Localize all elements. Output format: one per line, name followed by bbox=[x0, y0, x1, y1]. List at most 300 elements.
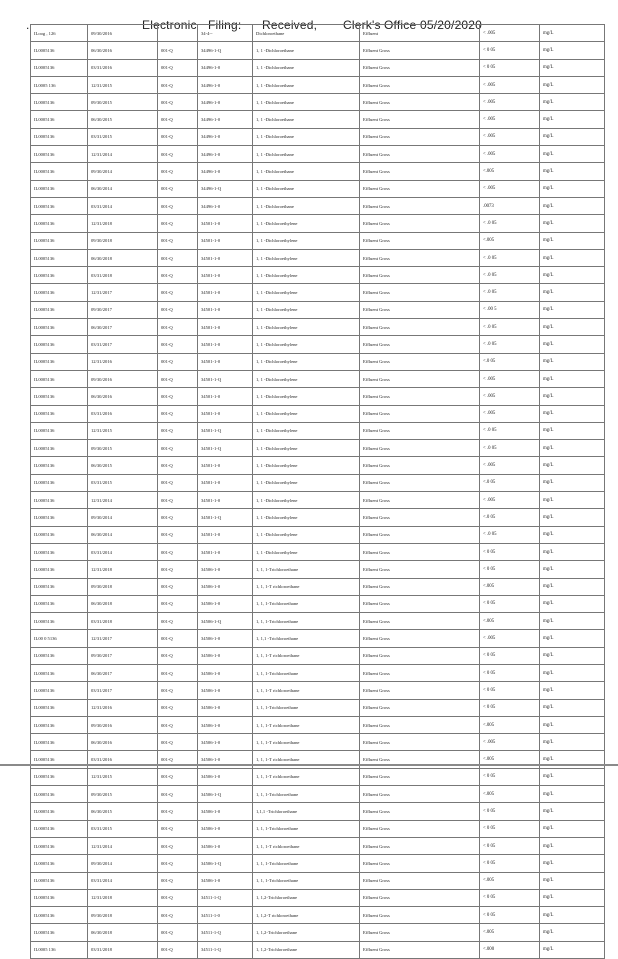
value-cell: < .005 bbox=[480, 94, 540, 111]
unit-cell: mg/L bbox=[540, 734, 605, 751]
period-end-cell: 12/31/2014 bbox=[88, 146, 158, 163]
table-row bbox=[31, 820, 605, 837]
unit-cell: mg/L bbox=[540, 907, 605, 924]
period-end-cell: 06/30/2016 bbox=[88, 388, 158, 405]
parameter-name-cell: 1, 1, 1-T richloroethane bbox=[253, 751, 360, 768]
period-end-cell: 03/31/2016 bbox=[88, 405, 158, 422]
period-end-cell: 06/30/2014 bbox=[88, 180, 158, 197]
parameter-name-cell: 1, 1 -Dichloroethylene bbox=[253, 509, 360, 526]
parameter-code-cell: 34501-1-0 bbox=[198, 284, 253, 301]
period-end-cell: 06/30/2015 bbox=[88, 457, 158, 474]
value-cell: < .0 05 bbox=[480, 249, 540, 266]
parameter-code-cell: 34506-1-0 bbox=[198, 682, 253, 699]
unit-cell: mg/L bbox=[540, 595, 605, 612]
unit-cell: mg/L bbox=[540, 699, 605, 716]
value-cell: < .0 05 bbox=[480, 336, 540, 353]
value-cell: < 0 05 bbox=[480, 543, 540, 560]
period-end-cell: 09/30/2018 bbox=[88, 907, 158, 924]
parameter-code-cell: 34496-1-0 bbox=[198, 59, 253, 76]
parameter-code-cell: 34506-1-Q bbox=[198, 786, 253, 803]
location-cell: Effluent Gross bbox=[360, 163, 480, 180]
table-row bbox=[31, 336, 605, 353]
permit-id-cell: IL0005136 bbox=[31, 855, 88, 872]
parameter-name-cell: 1, 1 -Dichloroethylene bbox=[253, 249, 360, 266]
value-cell: < 0 05 bbox=[480, 699, 540, 716]
parameter-code-cell: 34511-1-Q bbox=[198, 889, 253, 906]
outfall-cell: 001-Q bbox=[158, 682, 198, 699]
outfall-cell: 001-Q bbox=[158, 249, 198, 266]
value-cell: < .0 05 bbox=[480, 215, 540, 232]
parameter-name-cell: 1, 1, 1-T richloroethane bbox=[253, 768, 360, 785]
parameter-code-cell: 34506-1-0 bbox=[198, 664, 253, 681]
period-end-cell: 06/30/2017 bbox=[88, 664, 158, 681]
location-cell: Effluent Gross bbox=[360, 42, 480, 59]
parameter-name-cell: 1, 1, 1-Trichloroethane bbox=[253, 786, 360, 803]
parameter-name-cell: 1, 1 -Dichloroethylene bbox=[253, 526, 360, 543]
header-dot: . bbox=[26, 18, 30, 32]
parameter-code-cell: 34506-1-0 bbox=[198, 595, 253, 612]
location-cell: Effluent Gross bbox=[360, 422, 480, 439]
period-end-cell: 03/31/2015 bbox=[88, 474, 158, 491]
value-cell: < .005 bbox=[480, 25, 540, 42]
table-row bbox=[31, 578, 605, 595]
period-end-cell: 03/31/2018 bbox=[88, 941, 158, 958]
parameter-code-cell: 34496-1-0 bbox=[198, 128, 253, 145]
outfall-cell: 001-Q bbox=[158, 197, 198, 214]
parameter-code-cell: 34501-1-0 bbox=[198, 353, 253, 370]
parameter-code-cell: 34501-1-0 bbox=[198, 474, 253, 491]
location-cell: Effluent Gross bbox=[360, 768, 480, 785]
parameter-code-cell: 34501-1-0 bbox=[198, 319, 253, 336]
location-cell: Effluent Gross bbox=[360, 319, 480, 336]
outfall-cell: 001-Q bbox=[158, 543, 198, 560]
outfall-cell: 001-Q bbox=[158, 630, 198, 647]
location-cell: Effluent Gross bbox=[360, 647, 480, 664]
period-end-cell: 09/30/2018 bbox=[88, 578, 158, 595]
outfall-cell: 001-Q bbox=[158, 613, 198, 630]
permit-id-cell: IL0005136 bbox=[31, 440, 88, 457]
location-cell: Effluent Gross bbox=[360, 820, 480, 837]
parameter-name-cell: 1, 1 -Dichloroethylene bbox=[253, 215, 360, 232]
period-end-cell: 06/30/2018 bbox=[88, 595, 158, 612]
parameter-name-cell: 1, 1, 1-T richloroethane bbox=[253, 578, 360, 595]
value-cell: < .0 05 bbox=[480, 319, 540, 336]
location-cell: Effluent Gross bbox=[360, 872, 480, 889]
permit-id-cell: IL0005136 bbox=[31, 232, 88, 249]
value-cell: < 0 05 bbox=[480, 647, 540, 664]
outfall-cell: 001-Q bbox=[158, 664, 198, 681]
period-end-cell: 09/30/2018 bbox=[88, 232, 158, 249]
permit-id-cell: IL0005136 bbox=[31, 457, 88, 474]
unit-cell: mg/L bbox=[540, 509, 605, 526]
table-row bbox=[31, 163, 605, 180]
parameter-code-cell: 34506-1-0 bbox=[198, 820, 253, 837]
value-cell: < 0 05 bbox=[480, 907, 540, 924]
unit-cell: mg/L bbox=[540, 492, 605, 509]
permit-id-cell: IL0005136 bbox=[31, 492, 88, 509]
unit-cell: mg/L bbox=[540, 526, 605, 543]
outfall-cell: 001-Q bbox=[158, 353, 198, 370]
parameter-name-cell: 1, 1,1 -Trichloroethane bbox=[253, 630, 360, 647]
permit-id-cell: IL0005136 bbox=[31, 543, 88, 560]
value-cell: < .005 bbox=[480, 405, 540, 422]
parameter-name-cell: 1, 1 -Dichloroethylene bbox=[253, 474, 360, 491]
unit-cell: mg/L bbox=[540, 215, 605, 232]
value-cell: < 0 05 bbox=[480, 682, 540, 699]
permit-id-cell: IL0005136 bbox=[31, 405, 88, 422]
location-cell: Effluent Gross bbox=[360, 457, 480, 474]
permit-id-cell: IL0005136 bbox=[31, 388, 88, 405]
location-cell: Effluent Gross bbox=[360, 128, 480, 145]
header-date: 05/20/2020 bbox=[420, 18, 483, 32]
parameter-code-cell: 34496-1-0 bbox=[198, 76, 253, 93]
parameter-name-cell: 1, 1 -Dichloroethylene bbox=[253, 284, 360, 301]
outfall-cell: 001-Q bbox=[158, 232, 198, 249]
parameter-code-cell: 34496-1-0 bbox=[198, 163, 253, 180]
parameter-code-cell: 34506-1-0 bbox=[198, 803, 253, 820]
outfall-cell: 001-Q bbox=[158, 474, 198, 491]
value-cell: < 0 05 bbox=[480, 855, 540, 872]
parameter-code-cell: 34511-1-Q bbox=[198, 924, 253, 941]
unit-cell: mg/L bbox=[540, 319, 605, 336]
unit-cell: mg/L bbox=[540, 301, 605, 318]
unit-cell: mg/L bbox=[540, 76, 605, 93]
table-row bbox=[31, 768, 605, 785]
value-cell: < 0 05 bbox=[480, 42, 540, 59]
period-end-cell: 12/31/2015 bbox=[88, 76, 158, 93]
parameter-name-cell: 1, 1 -Dichloroethylene bbox=[253, 353, 360, 370]
period-end-cell: 06/30/2018 bbox=[88, 249, 158, 266]
permit-id-cell: IL0005136 bbox=[31, 249, 88, 266]
period-end-cell: 06/30/2017 bbox=[88, 319, 158, 336]
parameter-name-cell: 1, 1 -Dichloroethane bbox=[253, 197, 360, 214]
value-cell: <.0 05 bbox=[480, 474, 540, 491]
table-row bbox=[31, 128, 605, 145]
table-row bbox=[31, 630, 605, 647]
table-row bbox=[31, 353, 605, 370]
unit-cell: mg/L bbox=[540, 370, 605, 387]
period-end-cell: 09/30/2016 bbox=[88, 25, 158, 42]
unit-cell: mg/L bbox=[540, 837, 605, 854]
location-cell: Effluent Gross bbox=[360, 716, 480, 733]
outfall-cell: 001-Q bbox=[158, 492, 198, 509]
unit-cell: mg/L bbox=[540, 405, 605, 422]
value-cell: <.005 bbox=[480, 232, 540, 249]
table-row bbox=[31, 457, 605, 474]
period-end-cell: 03/31/2015 bbox=[88, 128, 158, 145]
parameter-name-cell: 1, 1 -Dichloroethane bbox=[253, 180, 360, 197]
parameter-name-cell: 1, 1,2-Trichloroethane bbox=[253, 889, 360, 906]
parameter-name-cell: 1, 1,2-T richloroethane bbox=[253, 907, 360, 924]
permit-id-cell: IL0005136 bbox=[31, 613, 88, 630]
outfall-cell: 001-Q bbox=[158, 336, 198, 353]
value-cell: <.005 bbox=[480, 163, 540, 180]
parameter-name-cell: 1, 1 -Dichloroethylene bbox=[253, 388, 360, 405]
unit-cell: mg/L bbox=[540, 543, 605, 560]
parameter-code-cell: 34506-1-0 bbox=[198, 716, 253, 733]
unit-cell: mg/L bbox=[540, 440, 605, 457]
table-row bbox=[31, 111, 605, 128]
table-row bbox=[31, 734, 605, 751]
table-row bbox=[31, 474, 605, 491]
outfall-cell: 001-Q bbox=[158, 457, 198, 474]
permit-id-cell: IL0005136 bbox=[31, 820, 88, 837]
location-cell: Effluent Gross bbox=[360, 837, 480, 854]
parameter-code-cell: 34506-1-0 bbox=[198, 630, 253, 647]
permit-id-cell: IL0005136 bbox=[31, 353, 88, 370]
unit-cell: mg/L bbox=[540, 267, 605, 284]
location-cell: Effluent Gross bbox=[360, 526, 480, 543]
monitoring-results-table bbox=[30, 24, 605, 959]
parameter-name-cell: 1, 1 -Dichloroethane bbox=[253, 76, 360, 93]
value-cell: < 0 05 bbox=[480, 768, 540, 785]
parameter-code-cell: 34506-1-0 bbox=[198, 768, 253, 785]
unit-cell: mg/L bbox=[540, 716, 605, 733]
unit-cell: mg/L bbox=[540, 682, 605, 699]
location-cell: Effluent Gross bbox=[360, 180, 480, 197]
permit-id-cell: IL0005136 bbox=[31, 664, 88, 681]
unit-cell: mg/L bbox=[540, 561, 605, 578]
unit-cell: mg/L bbox=[540, 613, 605, 630]
permit-id-cell: IL0005136 bbox=[31, 889, 88, 906]
unit-cell: mg/L bbox=[540, 941, 605, 958]
parameter-name-cell: 1, 1 -Dichloroethane bbox=[253, 128, 360, 145]
unit-cell: mg/L bbox=[540, 751, 605, 768]
parameter-name-cell: 1, 1 -Dichloroethylene bbox=[253, 405, 360, 422]
outfall-cell: 001-Q bbox=[158, 716, 198, 733]
table-row bbox=[31, 786, 605, 803]
table-row bbox=[31, 509, 605, 526]
value-cell: < .005 bbox=[480, 128, 540, 145]
unit-cell: mg/L bbox=[540, 249, 605, 266]
period-end-cell: 09/30/2014 bbox=[88, 855, 158, 872]
scan-bottom-line bbox=[0, 764, 618, 766]
outfall-cell: 001-Q bbox=[158, 215, 198, 232]
parameter-code-cell: 34506-1-0 bbox=[198, 699, 253, 716]
location-cell: Effluent Gross bbox=[360, 578, 480, 595]
location-cell: Effluent Gross bbox=[360, 370, 480, 387]
period-end-cell: 03/31/2014 bbox=[88, 872, 158, 889]
parameter-name-cell: 1, 1, 1-T richloroethane bbox=[253, 837, 360, 854]
permit-id-cell: IL0005136 bbox=[31, 336, 88, 353]
outfall-cell bbox=[158, 25, 198, 42]
period-end-cell: 12/31/2017 bbox=[88, 284, 158, 301]
value-cell: < 0 05 bbox=[480, 889, 540, 906]
period-end-cell: 12/31/2018 bbox=[88, 215, 158, 232]
table-row bbox=[31, 682, 605, 699]
parameter-code-cell: 34501-1-0 bbox=[198, 388, 253, 405]
value-cell: <.005 bbox=[480, 578, 540, 595]
permit-id-cell: IL0005136 bbox=[31, 803, 88, 820]
location-cell: Effluent Gross bbox=[360, 405, 480, 422]
permit-id-cell: IL0005136 bbox=[31, 734, 88, 751]
location-cell: Effluent Gross bbox=[360, 543, 480, 560]
location-cell: Effluent Gross bbox=[360, 474, 480, 491]
unit-cell: mg/L bbox=[540, 924, 605, 941]
unit-cell: mg/L bbox=[540, 197, 605, 214]
header-office: Office bbox=[384, 18, 417, 32]
location-cell: Effluent Gross bbox=[360, 440, 480, 457]
permit-id-cell: IL0005 136 bbox=[31, 941, 88, 958]
unit-cell: mg/L bbox=[540, 128, 605, 145]
value-cell: < .005 bbox=[480, 734, 540, 751]
permit-id-cell: IL0005136 bbox=[31, 422, 88, 439]
period-end-cell: 09/30/2017 bbox=[88, 647, 158, 664]
permit-id-cell: IL0005136 bbox=[31, 716, 88, 733]
permit-id-cell: IL00 0 5136 bbox=[31, 630, 88, 647]
unit-cell: mg/L bbox=[540, 855, 605, 872]
value-cell: <.005 bbox=[480, 924, 540, 941]
outfall-cell: 001-Q bbox=[158, 146, 198, 163]
permit-id-cell: IL0005136 bbox=[31, 94, 88, 111]
table-row bbox=[31, 837, 605, 854]
unit-cell: mg/L bbox=[540, 25, 605, 42]
permit-id-cell: IL0005136 bbox=[31, 509, 88, 526]
outfall-cell: 001-Q bbox=[158, 301, 198, 318]
period-end-cell: 09/30/2015 bbox=[88, 440, 158, 457]
table-row bbox=[31, 232, 605, 249]
value-cell: < .005 bbox=[480, 630, 540, 647]
parameter-code-cell: 34501-1-0 bbox=[198, 526, 253, 543]
location-cell: Effluent Gross bbox=[360, 232, 480, 249]
outfall-cell: 001-Q bbox=[158, 872, 198, 889]
value-cell: < 0 05 bbox=[480, 561, 540, 578]
location-cell: Effluent Gross bbox=[360, 509, 480, 526]
permit-id-cell: IL0005136 bbox=[31, 647, 88, 664]
permit-id-cell: IL0005136 bbox=[31, 197, 88, 214]
location-cell: Effluent Gross bbox=[360, 889, 480, 906]
outfall-cell: 001-Q bbox=[158, 578, 198, 595]
table-row bbox=[31, 284, 605, 301]
outfall-cell: 001-Q bbox=[158, 440, 198, 457]
parameter-code-cell: 34496-1-Q bbox=[198, 180, 253, 197]
period-end-cell: 12/31/2015 bbox=[88, 422, 158, 439]
unit-cell: mg/L bbox=[540, 457, 605, 474]
permit-id-cell: IL0005136 bbox=[31, 180, 88, 197]
period-end-cell: 06/30/2015 bbox=[88, 111, 158, 128]
location-cell: Effluent Gross bbox=[360, 59, 480, 76]
parameter-code-cell: 34496-1-0 bbox=[198, 197, 253, 214]
value-cell: < .005 bbox=[480, 370, 540, 387]
permit-id-cell: IL0005136 bbox=[31, 128, 88, 145]
value-cell: < .0 05 bbox=[480, 440, 540, 457]
period-end-cell: 06/30/2016 bbox=[88, 42, 158, 59]
period-end-cell: 12/31/2014 bbox=[88, 837, 158, 854]
location-cell: Effluent Gross bbox=[360, 111, 480, 128]
location-cell: Effluent Gross bbox=[360, 751, 480, 768]
parameter-code-cell: 34501-1-Q bbox=[198, 370, 253, 387]
permit-id-cell: IL0005136 bbox=[31, 59, 88, 76]
parameter-code-cell: 34501-1-0 bbox=[198, 267, 253, 284]
location-cell: Effluent Gross bbox=[360, 215, 480, 232]
unit-cell: mg/L bbox=[540, 232, 605, 249]
outfall-cell: 001-Q bbox=[158, 855, 198, 872]
table-row bbox=[31, 613, 605, 630]
table-row bbox=[31, 267, 605, 284]
outfall-cell: 001-Q bbox=[158, 405, 198, 422]
period-end-cell: 09/30/2016 bbox=[88, 716, 158, 733]
location-cell: Effluent Gross bbox=[360, 267, 480, 284]
permit-id-cell: IL0005 136 bbox=[31, 76, 88, 93]
period-end-cell: 06/30/2014 bbox=[88, 526, 158, 543]
parameter-name-cell: 1, 1, 1-Trichloroethane bbox=[253, 664, 360, 681]
outfall-cell: 001-Q bbox=[158, 561, 198, 578]
parameter-name-cell: 1, 1 -Dichloroethylene bbox=[253, 319, 360, 336]
period-end-cell: 06/30/2016 bbox=[88, 734, 158, 751]
unit-cell: mg/L bbox=[540, 180, 605, 197]
parameter-code-cell: 34511-1-Q bbox=[198, 941, 253, 958]
outfall-cell: 001-Q bbox=[158, 820, 198, 837]
location-cell: Effluent Gross bbox=[360, 76, 480, 93]
table-row bbox=[31, 803, 605, 820]
parameter-name-cell: 1, 1, 1-Trichloroethane bbox=[253, 595, 360, 612]
location-cell: Effluent Gross bbox=[360, 630, 480, 647]
table-row bbox=[31, 526, 605, 543]
table-row bbox=[31, 924, 605, 941]
table-row bbox=[31, 388, 605, 405]
table-row bbox=[31, 664, 605, 681]
value-cell: <.0 05 bbox=[480, 509, 540, 526]
period-end-cell: 09/30/2016 bbox=[88, 370, 158, 387]
value-cell: < .00 5 bbox=[480, 301, 540, 318]
unit-cell: mg/L bbox=[540, 889, 605, 906]
table-row bbox=[31, 197, 605, 214]
table-row bbox=[31, 492, 605, 509]
parameter-name-cell: 1, 1 -Dichloroethylene bbox=[253, 301, 360, 318]
parameter-code-cell: 34496-1-0 bbox=[198, 146, 253, 163]
unit-cell: mg/L bbox=[540, 803, 605, 820]
permit-id-cell: IL0005136 bbox=[31, 284, 88, 301]
parameter-name-cell: 1, 1 -Dichloroethane bbox=[253, 111, 360, 128]
parameter-name-cell: 1, 1 -Dichloroethylene bbox=[253, 267, 360, 284]
location-cell: Effluent Gross bbox=[360, 353, 480, 370]
parameter-name-cell: 1, 1, 1-Trichloroethane bbox=[253, 613, 360, 630]
outfall-cell: 001-Q bbox=[158, 889, 198, 906]
location-cell: Effluent Gross bbox=[360, 197, 480, 214]
table-row bbox=[31, 699, 605, 716]
parameter-code-cell: 34511-1-0 bbox=[198, 907, 253, 924]
period-end-cell: 12/31/2018 bbox=[88, 889, 158, 906]
outfall-cell: 001-Q bbox=[158, 734, 198, 751]
permit-id-cell: IL0005136 bbox=[31, 751, 88, 768]
outfall-cell: 001-Q bbox=[158, 699, 198, 716]
outfall-cell: 001-Q bbox=[158, 76, 198, 93]
unit-cell: mg/L bbox=[540, 284, 605, 301]
parameter-name-cell: Dichloroethane bbox=[253, 25, 360, 42]
outfall-cell: 001-Q bbox=[158, 111, 198, 128]
value-cell: < 0 05 bbox=[480, 664, 540, 681]
parameter-code-cell: 34501-1-0 bbox=[198, 492, 253, 509]
table-row bbox=[31, 301, 605, 318]
permit-id-cell: IL0005136 bbox=[31, 595, 88, 612]
permit-id-cell: IL0005136 bbox=[31, 837, 88, 854]
value-cell: < 0 05 bbox=[480, 59, 540, 76]
outfall-cell: 001-Q bbox=[158, 370, 198, 387]
period-end-cell: 03/31/2017 bbox=[88, 336, 158, 353]
unit-cell: mg/L bbox=[540, 111, 605, 128]
parameter-name-cell: 1, 1 -Dichloroethylene bbox=[253, 492, 360, 509]
header-clerks: Clerk's bbox=[343, 18, 381, 32]
outfall-cell: 001-Q bbox=[158, 526, 198, 543]
parameter-code-cell: 34501-1-0 bbox=[198, 457, 253, 474]
parameter-code-cell: 34506-1-0 bbox=[198, 561, 253, 578]
parameter-name-cell: 1, 1 -Dichloroethane bbox=[253, 163, 360, 180]
table-row bbox=[31, 889, 605, 906]
parameter-code-cell: 34501-1-0 bbox=[198, 232, 253, 249]
location-cell: Effluent Gross bbox=[360, 941, 480, 958]
outfall-cell: 001-Q bbox=[158, 180, 198, 197]
parameter-code-cell: 34501-1-0 bbox=[198, 249, 253, 266]
